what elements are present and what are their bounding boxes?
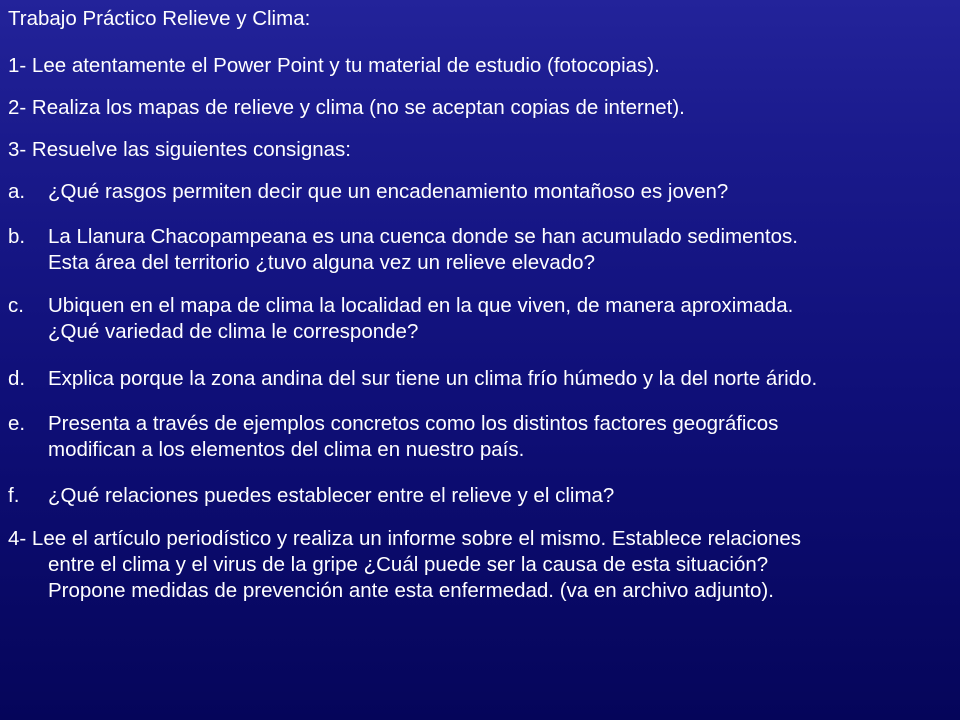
list-item-text	[48, 483, 614, 509]
list-marker: e.	[8, 412, 26, 435]
list-item-text	[48, 293, 793, 345]
list-item-line: modifican a los elementos del clima en nuestro país.	[48, 438, 525, 461]
list-item-line: ¿Qué relaciones puedes establecer entre el relieve y el clima?	[48, 484, 615, 507]
step-3: 3- Resuelve las siguientes consignas:	[8, 138, 351, 161]
list-item-text	[48, 366, 817, 392]
list-item-line: ¿Qué rasgos permiten decir que un encadenamiento montañoso es joven?	[48, 180, 729, 203]
step-1: 1- Lee atentamente el Power Point y tu material de estudio (fotocopias).	[8, 54, 660, 77]
step-2: 2- Realiza los mapas de relieve y clima (no se aceptan copias de internet).	[8, 96, 685, 119]
slide-title: Trabajo Práctico Relieve y Clima:	[8, 7, 311, 30]
step-4-line: Propone medidas de prevención ante esta enfermedad. (va en archivo adjunto).	[48, 579, 774, 602]
list-marker: d.	[8, 367, 26, 390]
step-4	[8, 526, 953, 604]
step-4-line: 4- Lee el artículo periodístico y realiza un informe sobre el mismo. Establece relaciones	[8, 527, 802, 550]
list-marker: c.	[8, 294, 24, 317]
list-marker: a.	[8, 180, 26, 203]
list-item-text	[48, 411, 778, 463]
list-item-line: Ubiquen en el mapa de clima la localidad en la que viven, de manera aproximada.	[48, 294, 794, 317]
list-item-text	[48, 224, 798, 276]
list-item-line: Explica porque la zona andina del sur tiene un clima frío húmedo y la del norte árido.	[48, 367, 818, 390]
list-item-text	[48, 179, 728, 205]
step-4-line: entre el clima y el virus de la gripe ¿Cuál puede ser la causa de esta situación?	[48, 553, 769, 576]
list-marker: b.	[8, 225, 26, 248]
list-item-line: La Llanura Chacopampeana es una cuenca donde se han acumulado sedimentos.	[48, 225, 798, 248]
list-item-line: Esta área del territorio ¿tuvo alguna vez un relieve elevado?	[48, 251, 595, 274]
list-item-line: ¿Qué variedad de clima le corresponde?	[48, 320, 419, 343]
list-marker: f.	[8, 484, 20, 507]
list-item-line: Presenta a través de ejemplos concretos como los distintos factores geográficos	[48, 412, 779, 435]
